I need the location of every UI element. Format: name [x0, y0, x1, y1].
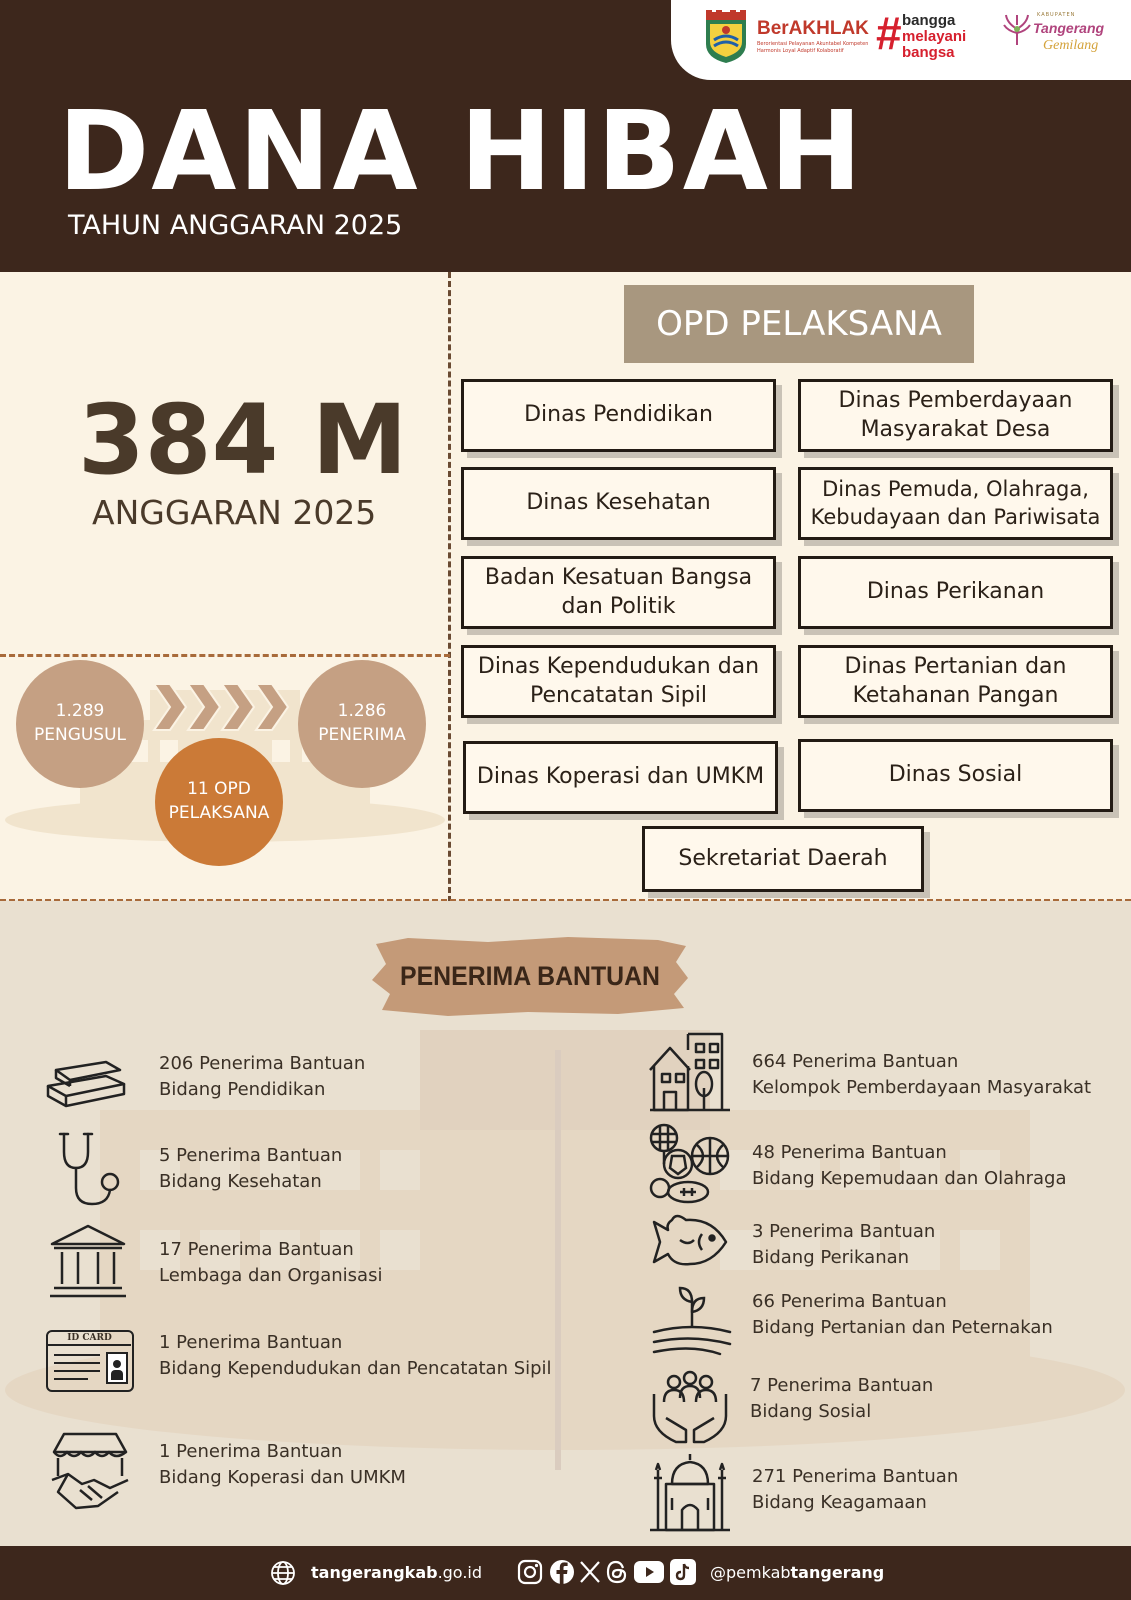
mosque-icon [648, 1450, 732, 1534]
pengusul-circle [16, 660, 144, 788]
books-icon [44, 1040, 128, 1124]
sports-balls-icon [648, 1122, 732, 1206]
gemilang-logo: Gemilang [1043, 38, 1099, 53]
fish-icon [650, 1200, 734, 1284]
opd-box-kesehatan: Dinas Kesehatan [461, 467, 776, 540]
recipient-kepemudaan: 48 Penerima Bantuan Bidang Kepemudaan dan Olahraga [752, 1142, 1067, 1190]
globe-icon [270, 1560, 296, 1586]
regency-seal-icon [704, 10, 748, 64]
berakhlak-logo: BerAKHLAK [757, 18, 869, 39]
recipient-lembaga: 17 Penerima Bantuan Lembaga dan Organisasi [159, 1239, 383, 1287]
recipients-title: PENERIMA BANTUAN [400, 960, 660, 991]
opd-box-pertanian: Dinas Pertanian dan Ketahanan Pangan [798, 645, 1113, 718]
village-icon [648, 1030, 732, 1114]
penerima-circle [298, 660, 426, 788]
pengusul-count: 1.289 [55, 701, 105, 722]
youtube-icon[interactable] [634, 1561, 664, 1583]
footer [0, 1546, 1131, 1600]
opd-box-perikanan: Dinas Perikanan [798, 556, 1113, 629]
recipient-kependudukan: 1 Penerima Bantuan Bidang Kependudukan dan Pencatatan Sipil [159, 1332, 552, 1380]
opd-count: 11 OPD [187, 779, 251, 800]
plant-field-icon [650, 1282, 734, 1366]
opd-box-dukcapil: Dinas Kependudukan dan Pencatatan Sipil [461, 645, 776, 718]
opd-box-pemuda: Dinas Pemuda, Olahraga, Kebudayaan dan Pariwisata [798, 467, 1113, 540]
opd-box-sosial: Dinas Sosial [798, 739, 1113, 812]
institution-icon [46, 1222, 130, 1306]
community-hands-icon [648, 1368, 732, 1452]
recipient-sosial: 7 Penerima Bantuan Bidang Sosial [750, 1375, 934, 1423]
tangerang-gemilang-icon [1002, 13, 1032, 47]
vertical-divider [448, 272, 451, 902]
facebook-icon[interactable] [549, 1559, 575, 1585]
penerima-count: 1.286 [337, 701, 387, 722]
tiktok-icon[interactable] [670, 1559, 696, 1585]
recipient-koperasi: 1 Penerima Bantuan Bidang Koperasi dan UMKM [159, 1441, 406, 1489]
opd-box-koperasi: Dinas Koperasi dan UMKM [463, 741, 778, 814]
social-handle[interactable]: @pemkabtangerang [710, 1563, 885, 1582]
threads-icon[interactable] [605, 1560, 629, 1584]
budget-label: ANGGARAN 2025 [92, 493, 377, 532]
tangerang-small-label: KABUPATEN [1037, 12, 1076, 18]
opd-box-pmd: Dinas Pemberdayaan Masyarakat Desa [798, 379, 1113, 452]
instagram-icon[interactable] [517, 1559, 543, 1585]
x-twitter-icon[interactable] [579, 1560, 601, 1584]
recipient-perikanan: 3 Penerima Bantuan Bidang Perikanan [752, 1221, 936, 1269]
stethoscope-icon [46, 1130, 130, 1214]
opd-circle [155, 738, 283, 866]
page-subtitle: TAHUN ANGGARAN 2025 [68, 210, 403, 241]
opd-label: PELAKSANA [168, 803, 270, 823]
chevron-arrows-icon [152, 682, 292, 732]
opd-box-setda: Sekretariat Daerah [642, 826, 924, 892]
horizontal-divider [0, 654, 450, 657]
penerima-label: PENERIMA [318, 725, 406, 745]
id-card-icon: ID CARD [46, 1330, 134, 1392]
recipient-pemberdayaan: 664 Penerima Bantuan Kelompok Pemberdayaan Masyarakat [752, 1051, 1092, 1099]
opd-section-title: OPD PELAKSANA [624, 285, 974, 363]
berakhlak-tagline: Berorientasi Pelayanan Akuntabel Kompeten Harmonis Loyal Adaptif Kolaboratif [757, 41, 869, 54]
recipient-pendidikan: 206 Penerima Bantuan Bidang Pendidikan [159, 1053, 366, 1101]
recipient-keagamaan: 271 Penerima Bantuan Bidang Keagamaan [752, 1466, 959, 1514]
tangerang-logo: Tangerang [1033, 20, 1105, 36]
recipient-kesehatan: 5 Penerima Bantuan Bidang Kesehatan [159, 1145, 343, 1193]
hashtag-icon: # [876, 7, 902, 59]
bangga-melayani-logo: bangga melayani bangsa [902, 12, 967, 61]
budget-amount: 384 M [78, 384, 408, 496]
recipient-pertanian: 66 Penerima Bantuan Bidang Pertanian dan Peternakan [752, 1291, 1053, 1339]
website-link[interactable]: tangerangkab.go.id [311, 1563, 482, 1582]
handshake-shop-icon [48, 1430, 132, 1514]
opd-box-pendidikan: Dinas Pendidikan [461, 379, 776, 452]
page-title: DANA HIBAH [58, 87, 864, 215]
opd-box-kesbangpol: Badan Kesatuan Bangsa dan Politik [461, 556, 776, 629]
pengusul-label: PENGUSUL [33, 725, 127, 745]
logo-strip [671, 0, 1131, 80]
